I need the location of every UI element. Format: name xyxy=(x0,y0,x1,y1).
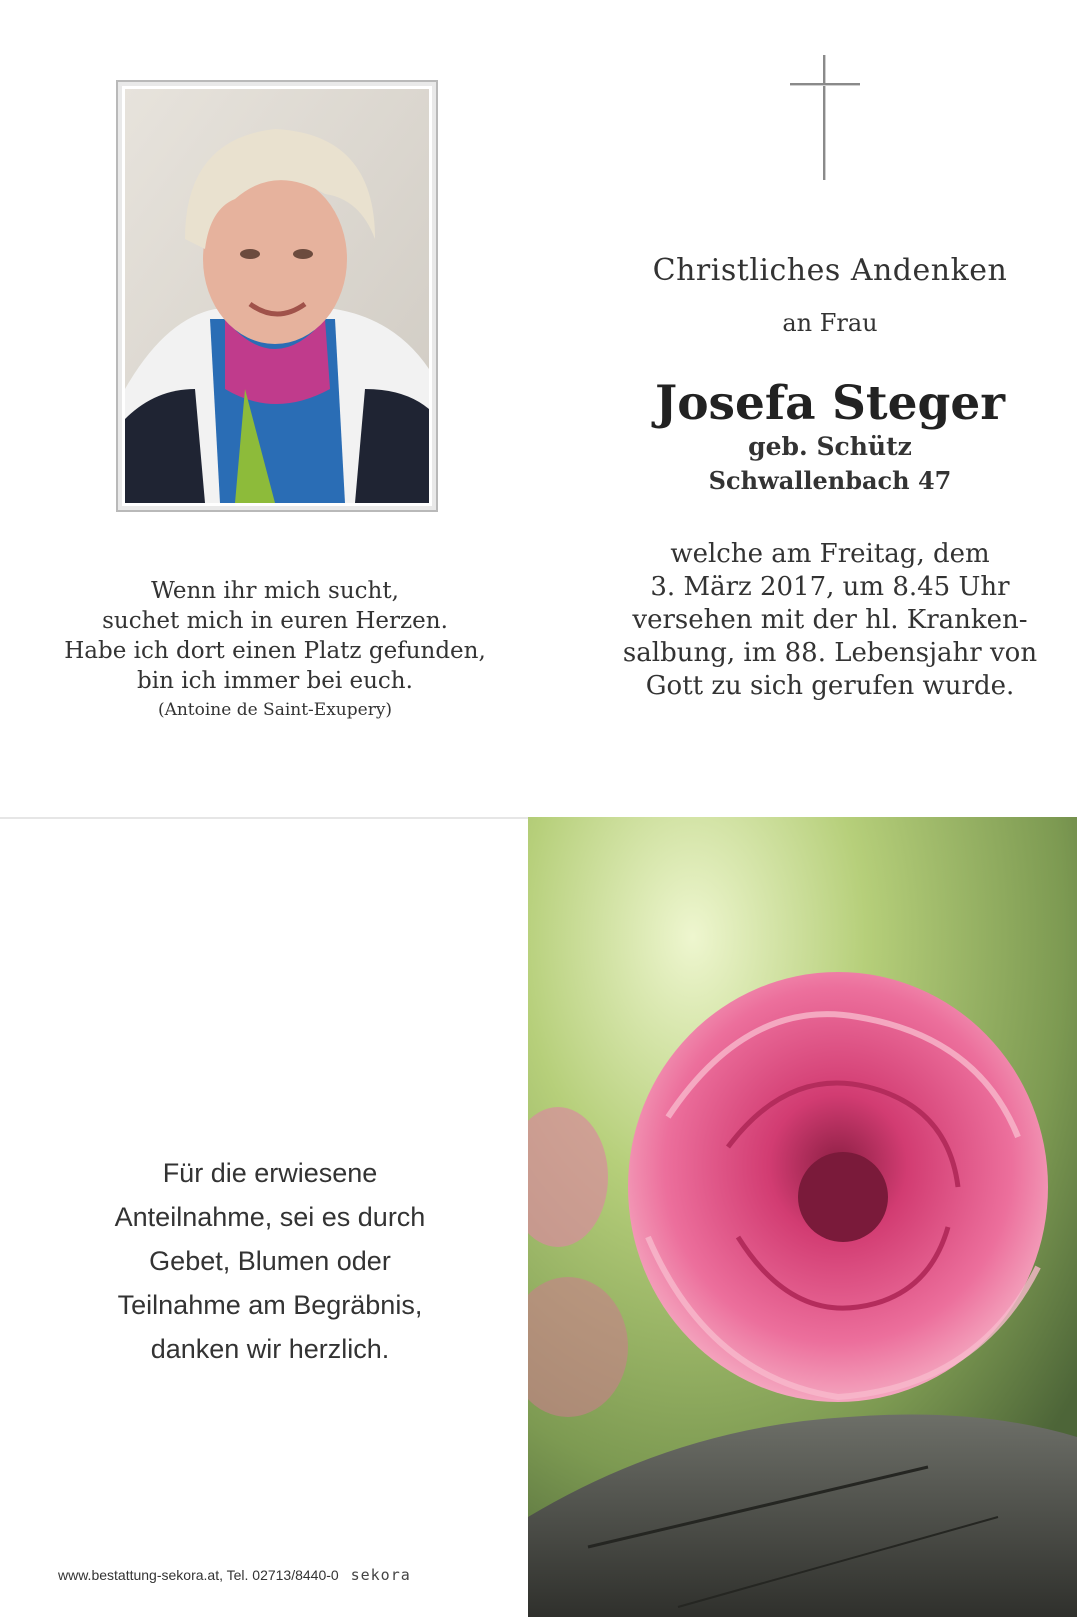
portrait-photo xyxy=(125,89,429,503)
rose-photo xyxy=(528,817,1077,1617)
quote-line: bin ich immer bei euch. xyxy=(137,668,413,694)
thanks-line: Anteilnahme, sei es durch xyxy=(114,1202,426,1232)
thanks-line: Gebet, Blumen oder xyxy=(149,1246,391,1276)
salutation: an Frau xyxy=(782,309,878,337)
thanks-text xyxy=(60,1151,480,1371)
death-notice-line: 3. März 2017, um 8.45 Uhr xyxy=(650,572,1010,602)
deceased-name: Josefa Steger xyxy=(654,376,1006,431)
card-title: Christliches Andenken xyxy=(652,253,1008,288)
thanks-line: Für die erwiesene xyxy=(162,1158,378,1188)
death-notice xyxy=(600,538,1060,703)
cross-icon xyxy=(790,55,860,185)
quote-line: Wenn ihr mich sucht, xyxy=(151,578,399,604)
quote-author: (Antoine de Saint-Exupery) xyxy=(157,700,393,720)
birth-name: geb. Schütz xyxy=(748,432,912,461)
footer-contact: www.bestattung-sekora.at, Tel. 02713/8440-0 xyxy=(58,1567,339,1583)
thanks-line: danken wir herzlich. xyxy=(150,1334,390,1364)
sekora-logo: sekora xyxy=(350,1566,411,1584)
death-notice-line: versehen mit der hl. Kranken- xyxy=(632,605,1028,635)
death-notice-line: Gott zu sich gerufen wurde. xyxy=(645,671,1015,701)
death-notice-line: salbung, im 88. Lebensjahr von xyxy=(622,638,1038,668)
portrait-frame xyxy=(116,80,438,512)
quote xyxy=(60,576,490,724)
quote-line: Habe ich dort einen Platz gefunden, xyxy=(64,638,486,664)
death-notice-line: welche am Freitag, dem xyxy=(670,539,990,569)
address: Schwallenbach 47 xyxy=(708,466,952,495)
quote-line: suchet mich in euren Herzen. xyxy=(102,608,448,634)
thanks-line: Teilnahme am Begräbnis, xyxy=(117,1290,423,1320)
footer xyxy=(58,1566,488,1584)
